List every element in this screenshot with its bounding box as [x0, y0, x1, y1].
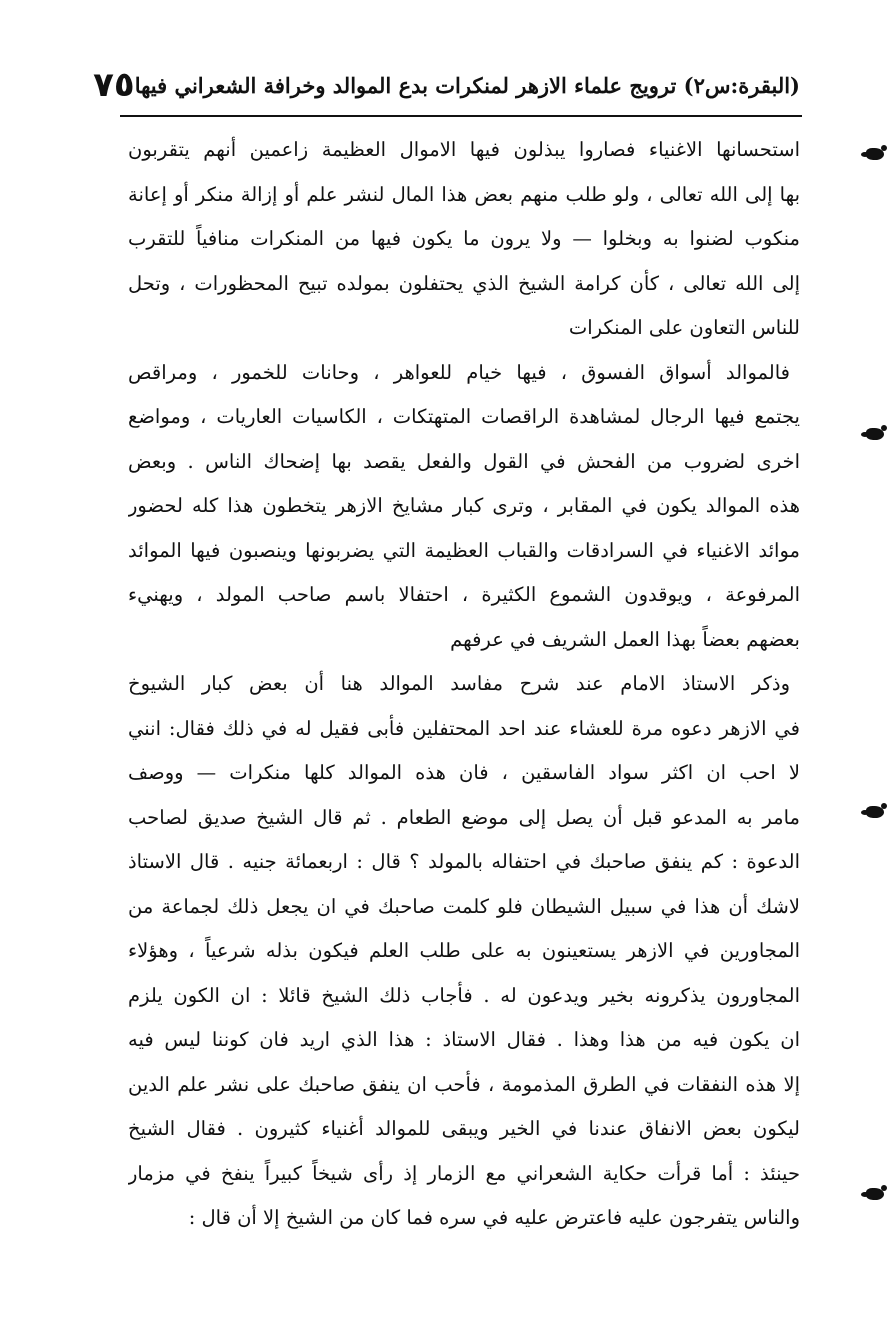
text-line: يجتمع فيها الرجال لمشاهدة الراقصات المتهتكات ، الكاسيات العاريات ، ومواضع [128, 405, 800, 428]
ink-blot-mark [866, 806, 884, 818]
text-line: وذكر الاستاذ الامام عند شرح مفاسد الموالد هنا أن بعض كبار الشيوخ [128, 672, 790, 695]
text-line: حينئذ : أما قرأت حكاية الشعراني مع الزمار إذ رأى شيخاً كبيراً ينفخ في مزمار [128, 1161, 800, 1185]
ink-blot-mark [866, 428, 884, 440]
running-title: (البقرة:س٢) ترويج علماء الازهر لمنكرات بدع الموالد وخرافة الشعراني فيها [134, 72, 800, 98]
text-line: ان يكون فيه من هذا وهذا . فقال الاستاذ : هذا الذي اريد فان كوننا ليس فيه [128, 1028, 800, 1051]
text-line: في الازهر دعوه مرة للعشاء عند احد المحتفلين فأبى فقيل له في ذلك فقال: انني [128, 716, 800, 740]
text-line: منكوب لضنوا به وبخلوا — ولا يرون ما يكون فيها من المنكرات منافياً للتقرب [128, 227, 800, 250]
text-line: هذه الموالد يكون في المقابر ، وترى كبار مشايخ الازهر يتخطون هذا كله لحضور [128, 494, 800, 517]
text-line: المجاورين في الازهر يستعينون به على طلب العلم فيكون بذله شرعياً ، وهؤلاء [128, 939, 800, 962]
ink-blot-mark [866, 148, 884, 160]
text-line: إلا هذه النفقات في الطرق المذمومة ، فأحب ان ينفق صاحبك على نشر علم الدين [128, 1072, 800, 1096]
text-line: الدعوة : كم ينفق صاحبك في احتفاله بالمولد ؟ قال : اربعمائة جنيه . قال الاستاذ [128, 850, 800, 873]
text-line: إلى الله تعالى ، كأن كرامة الشيخ الذي يحتفلون بمولده تبيح المحظورات ، وتحل [128, 271, 800, 295]
page-header [93, 62, 800, 108]
ink-blot-mark [866, 1188, 884, 1200]
body-text [128, 128, 800, 1241]
text-line: مامر به المدعو قبل أن يصل إلى موضع الطعام . ثم قال الشيخ صديق لصاحب [128, 805, 800, 829]
text-line: بها إلى الله تعالى ، ولو طلب منهم بعض هذا المال لنشر علم أو إزالة منكر أو إعانة [128, 182, 800, 206]
text-line: موائد الاغنياء في السرادقات والقباب العظيمة التي يضربونها وينصبون فيها الموائد [128, 538, 800, 562]
page-number: ٧٥ [93, 65, 135, 105]
text-line: ليكون بعض الانفاق عندنا في الخير ويبقى للموالد أغنياء كثيرون . فقال الشيخ [128, 1117, 800, 1140]
header-divider [120, 115, 802, 117]
text-line: لا احب ان اكثر سواد الفاسقين ، فان هذه الموالد كلها منكرات — ووصف [128, 761, 800, 784]
text-line: استحسانها الاغنياء فصاروا يبذلون فيها الاموال العظيمة زاعمين أنهم يتقربون [128, 138, 800, 161]
text-line: المجاورون يذكرونه بخير ويدعون له . فأجاب ذلك الشيخ قائلا : ان الكون يلزم [128, 983, 800, 1007]
text-line: بعضهم بعضاً بهذا العمل الشريف في عرفهم [450, 627, 800, 651]
text-line: اخرى لضروب من الفحش في القول والفعل يقصد بها إضحاك الناس . وبعض [128, 449, 800, 473]
text-line: فالموالد أسواق الفسوق ، فيها خيام للعواهر ، وحانات للخمور ، ومراقص [128, 360, 790, 384]
text-line: المرفوعة ، ويوقدون الشموع الكثيرة ، احتفالا باسم صاحب المولد ، ويهنيء [128, 583, 800, 606]
text-line: للناس التعاون على المنكرات [568, 316, 800, 339]
text-line: لاشك أن هذا في سبيل الشيطان فلو كلمت صاحبك في ان يجعل ذلك لجماعة من [128, 894, 800, 918]
text-line: والناس يتفرجون عليه فاعترض عليه في سره فما كان من الشيخ إلا أن قال : [188, 1206, 800, 1229]
